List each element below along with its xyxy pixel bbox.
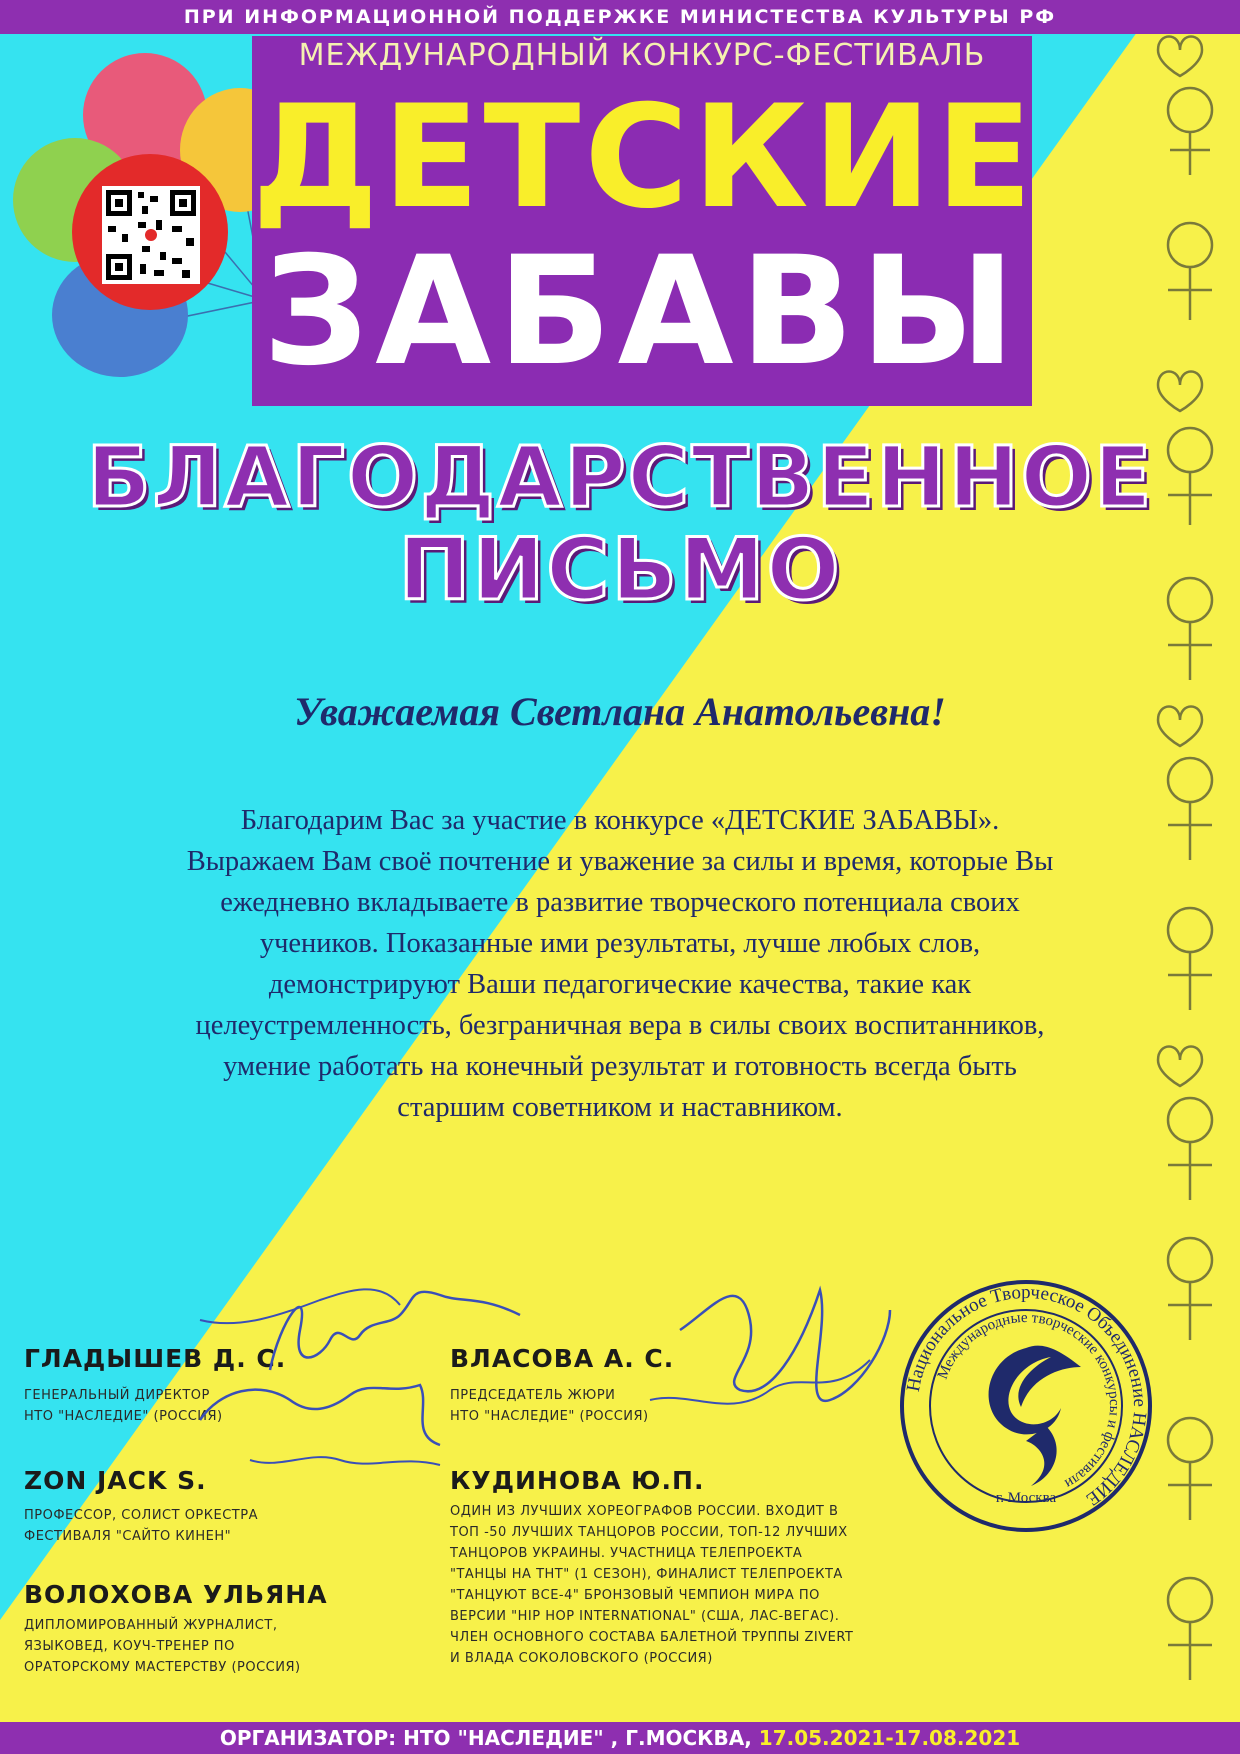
role-line: ПРОФЕССОР, СОЛИСТ ОРКЕСТРА (24, 1508, 258, 1523)
qr-code (102, 186, 200, 284)
handwritten-signatures (0, 1220, 1240, 1620)
body-line: умение работать на конечный результат и готовность всегда быть (223, 1051, 1017, 1082)
document-title-line1: БЛАГОДАРСТВЕННОЕ (86, 428, 1154, 526)
body-line: Благодарим Вас за участие в конкурсе «ДЕТСКИЕ ЗАБАВЫ». (240, 805, 1000, 836)
signatory-role (24, 1615, 328, 1678)
festival-title-line2: ЗАБАВЫ (262, 225, 1022, 399)
body-line: Выражаем Вам своё почтение и уважение за силы и время, которые Вы (186, 846, 1054, 877)
role-line: ГЕНЕРАЛЬНЫЙ ДИРЕКТОР (24, 1388, 210, 1403)
document-title-line2: ПИСЬМО (398, 520, 842, 620)
organizer-footer (0, 1722, 1240, 1754)
role-line: ТОП -50 ЛУЧШИХ ТАНЦОРОВ РОССИИ, ТОП-12 ЛУЧШИХ (450, 1525, 848, 1540)
body-line: демонстрируют Ваши педагогические качества, такие как (268, 969, 972, 1000)
role-line: И ВЛАДА СОКОЛОВСКОГО (РОССИЯ) (450, 1651, 713, 1666)
role-line: "ТАНЦЫ НА ТНТ" (1 СЕЗОН), ФИНАЛИСТ ТЕЛЕПРОЕКТА (450, 1567, 843, 1582)
body-line: целеустремленность, безграничная вера в силы своих воспитанников, (195, 1010, 1045, 1041)
signatory-name: ZON JACK S. (24, 1466, 207, 1495)
signatory-name: КУДИНОВА Ю.П. (450, 1466, 705, 1495)
role-line: ЯЗЫКОВЕД, КОУЧ-ТРЕНЕР ПО (24, 1639, 235, 1654)
stamp-inner-text: Международные творческие конкурсы и фестивали (934, 1309, 1123, 1492)
signatory-name: ВЛАСОВА А. С. (450, 1344, 675, 1373)
role-line: ЧЛЕН ОСНОВНОГО СОСТАВА БАЛЕТНОЙ ТРУППЫ ZIVERT (450, 1630, 854, 1645)
body-line: учеников. Показанные ими результаты, лучше любых слов, (259, 928, 981, 959)
role-line: НТО "НАСЛЕДИЕ" (РОССИЯ) (24, 1409, 223, 1424)
letter-body (120, 800, 1120, 1128)
support-banner: ПРИ ИНФОРМАЦИОННОЙ ПОДДЕРЖКЕ МИНИСТЕСТВА КУЛЬТУРЫ РФ (0, 0, 1240, 34)
signatory-name: ВОЛОХОВА УЛЬЯНА (24, 1580, 328, 1609)
festival-title-line1: ДЕТСКИЕ (252, 75, 1037, 240)
role-line: ВЕРСИИ "HIP HOP INTERNATIONAL" (США, ЛАС-ВЕГАС). (450, 1609, 840, 1624)
festival-subtitle: МЕЖДУНАРОДНЫЙ КОНКУРС-ФЕСТИВАЛЬ (298, 38, 986, 73)
stamp-city: г. Москва (995, 1490, 1057, 1506)
role-line: ОРАТОРСКОМУ МАСТЕРСТВУ (РОССИЯ) (24, 1660, 301, 1675)
role-line: НТО "НАСЛЕДИЕ" (РОССИЯ) (450, 1409, 649, 1424)
role-line: ТАНЦОРОВ УКРАИНЫ. УЧАСТНИЦА ТЕЛЕПРОЕКТА (450, 1546, 803, 1561)
role-line: ПРЕДСЕДАТЕЛЬ ЖЮРИ (450, 1388, 616, 1403)
role-line: ДИПЛОМИРОВАННЫЙ ЖУРНАЛИСТ, (24, 1618, 278, 1633)
signatory-name: ГЛАДЫШЕВ Д. С. (24, 1344, 287, 1373)
festival-dates: 17.05.2021-17.08.2021 (758, 1726, 1021, 1750)
body-line: старшим советником и наставником. (397, 1092, 843, 1123)
body-line: ежедневно вкладываете в развитие творческого потенциала своих (220, 887, 1020, 918)
role-line: ФЕСТИВАЛЯ "САЙТО КИНЕН" (24, 1529, 232, 1544)
role-line: "ТАНЦУЮТ ВСЕ-4" БРОНЗОВЫЙ ЧЕМПИОН МИРА ПО (450, 1588, 820, 1603)
organizer-text: ОРГАНИЗАТОР: НТО "НАСЛЕДИЕ" , Г.МОСКВА, (219, 1726, 752, 1750)
greeting: Уважаемая Светлана Анатольевна! (294, 689, 946, 734)
stamp-outer-text: Национальное Творческое Объединение НАСЛЕДИЕ (902, 1281, 1151, 1510)
role-line: ОДИН ИЗ ЛУЧШИХ ХОРЕОГРАФОВ РОССИИ. ВХОДИТ В (450, 1504, 839, 1519)
